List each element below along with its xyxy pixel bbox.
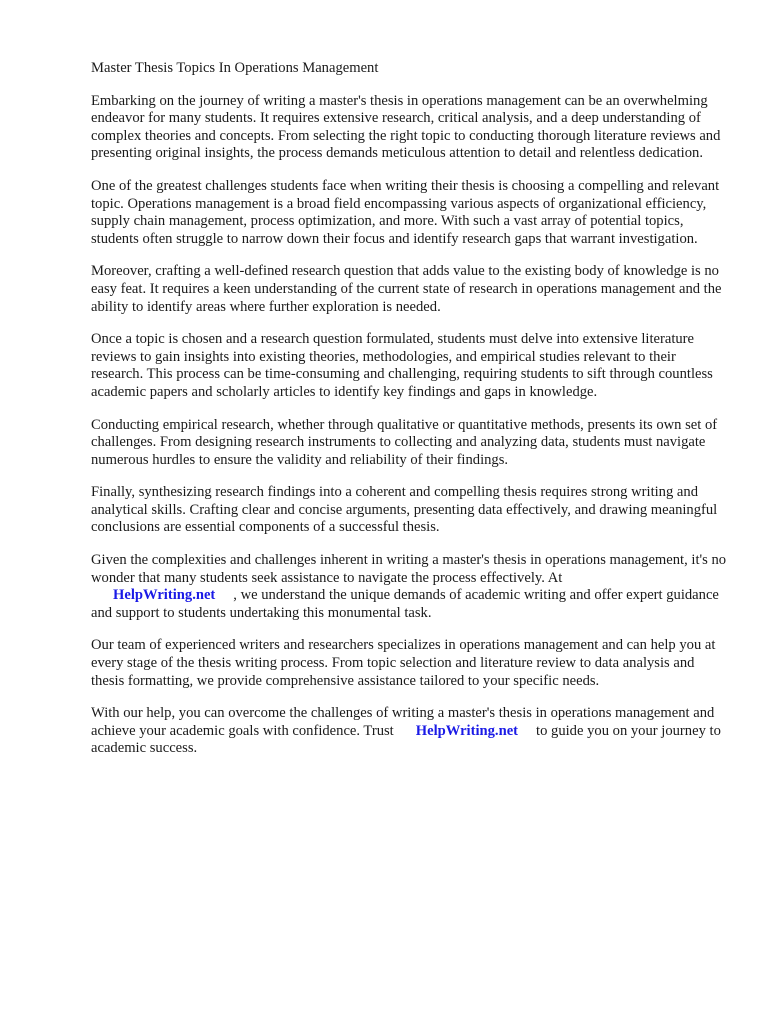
closing-text-after: to guide you on your journey to academic success. xyxy=(91,722,721,757)
helpwriting-link-2[interactable]: HelpWriting.net xyxy=(415,722,519,739)
paragraph-team: Our team of experienced writers and researchers specializes in operations management and can help you at every stage of the thesis writing process. From topic selection and literature review to data analysis and thesis formatting, we provide comprehensive assistance tailored to your specific needs. xyxy=(91,637,716,689)
paragraph-topic-challenge: One of the greatest challenges students face when writing their thesis is choosing a compelling and relevant topic. Operations management is a broad field encompassing various aspects of organizational efficiency, supply chain management, process optimization, and more. With such a vast array of potential topics, students often struggle to narrow down their focus and identify research gaps that warrant investigation. xyxy=(91,177,720,247)
given-text-before: Given the complexities and challenges inherent in writing a master's thesis in operations management, it's no wonder that many students seek assistance to navigate the process effectively. At xyxy=(91,552,727,586)
given-text-after: , we understand the unique demands of academic writing and offer expert guidance and support to students undertaking this monumental task. xyxy=(91,587,719,621)
paragraph-given-complexities xyxy=(91,552,731,622)
helpwriting-link-1[interactable]: HelpWriting.net xyxy=(113,587,216,604)
document-body xyxy=(91,60,731,773)
document-title: Master Thesis Topics In Operations Management xyxy=(91,60,379,76)
paragraph-intro: Embarking on the journey of writing a master's thesis in operations management can be an overwhelming endeavor for many students. It requires extensive research, critical analysis, and a deep understanding of complex theories and concepts. From selecting the right topic to conducting thorough literature reviews and presenting original insights, the process demands meticulous attention to detail and relentless dedication. xyxy=(91,92,721,162)
closing-text-before: With our help, you can overcome the challenges of writing a master's thesis in operations management and achieve your academic goals with confidence. Trust xyxy=(91,705,715,739)
paragraph-empirical-research: Conducting empirical research, whether through qualitative or quantitative methods, presents its own set of challenges. From designing research instruments to collecting and analyzing data, students must navigate numerous hurdles to ensure the validity and reliability of their findings. xyxy=(91,416,718,468)
paragraph-synthesis: Finally, synthesizing research findings into a coherent and compelling thesis requires strong writing and analytical skills. Crafting clear and concise arguments, presenting data effectively, and drawing meaningful conclusions are essential components of a successful thesis. xyxy=(91,484,718,536)
paragraph-research-question: Moreover, crafting a well-defined research question that adds value to the existing body of knowledge is no easy feat. It requires a keen understanding of the current state of research in operations management and the ability to identify areas where further exploration is needed. xyxy=(91,263,722,315)
paragraph-literature-review: Once a topic is chosen and a research question formulated, students must delve into extensive literature reviews to gain insights into existing theories, methodologies, and empirical studies relevant to their research. This process can be time-consuming and challenging, requiring students to sift through countless academic papers and scholarly articles to identify key findings and gaps in knowledge. xyxy=(91,331,713,400)
paragraph-closing xyxy=(91,705,731,758)
